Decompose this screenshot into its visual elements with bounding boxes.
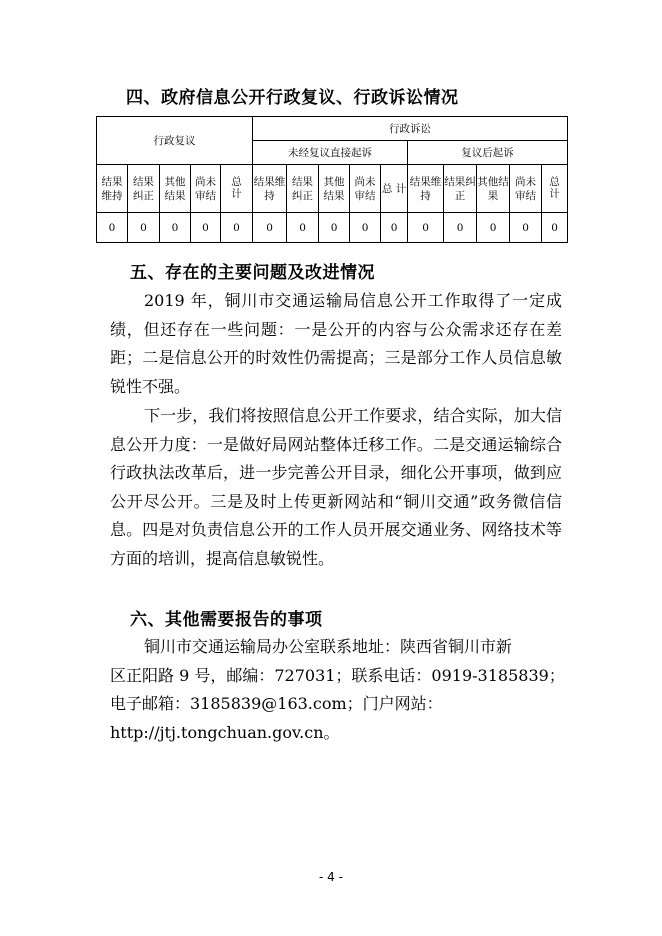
col-review-other: 其他结果 <box>160 165 191 213</box>
col-review-pending: 尚未审结 <box>191 165 221 213</box>
col-direct-other: 其他结果 <box>319 165 350 213</box>
cell-after-sustained: 0 <box>408 213 444 243</box>
contact-address-line <box>110 633 562 662</box>
cell-review-other: 0 <box>160 213 191 243</box>
cell-direct-corrected: 0 <box>287 213 319 243</box>
cell-after-total: 0 <box>542 213 568 243</box>
header-administrative-review: 行政复议 <box>97 117 253 165</box>
page-number: - 4 - <box>319 870 343 884</box>
col-review-total-label: 总计 <box>231 176 242 200</box>
cell-direct-pending: 0 <box>350 213 381 243</box>
header-direct-litigation: 未经复议直接起诉 <box>253 141 408 165</box>
contact-postcode-phone: 区正阳路 9 号，邮编：727031；联系电话：0919-3185839； <box>110 665 565 685</box>
col-after-total <box>542 165 568 213</box>
col-review-sustained: 结果维持 <box>97 165 128 213</box>
paragraph-problems <box>110 287 562 401</box>
cell-review-sustained: 0 <box>97 213 128 243</box>
table-row <box>97 213 568 243</box>
cell-review-pending: 0 <box>191 213 221 243</box>
col-after-pending: 尚未审结 <box>510 165 542 213</box>
cell-direct-sustained: 0 <box>253 213 287 243</box>
contact-website: http://jtj.tongchuan.gov.cn。 <box>110 722 340 742</box>
contact-info <box>110 633 565 747</box>
col-after-corrected: 结果纠正 <box>444 165 477 213</box>
cell-direct-other: 0 <box>319 213 350 243</box>
header-administrative-litigation: 行政诉讼 <box>253 117 568 141</box>
cell-direct-total: 0 <box>381 213 408 243</box>
cell-review-total: 0 <box>221 213 253 243</box>
header-litigation-after-review: 复议后起诉 <box>408 141 568 165</box>
col-after-total-label: 总计 <box>549 176 560 200</box>
col-direct-total: 总 计 <box>381 165 408 213</box>
section-4-title: 四、政府信息公开行政复议、行政诉讼情况 <box>126 88 459 108</box>
cell-after-pending: 0 <box>510 213 542 243</box>
contact-email: 电子邮箱：3185839@163.com；门户网站： <box>110 694 443 713</box>
col-review-corrected: 结果纠正 <box>128 165 160 213</box>
review-litigation-table <box>96 116 568 243</box>
col-after-other: 其他结果 <box>477 165 510 213</box>
section-6-title: 六、其他需要报告的事项 <box>130 610 323 630</box>
cell-after-other: 0 <box>477 213 510 243</box>
col-review-total <box>221 165 253 213</box>
col-direct-pending: 尚未审结 <box>350 165 381 213</box>
paragraph-problems-text: 2019 年，铜川市交通运输局信息公开工作取得了一定成绩，但还存在一些问题：一是公开的内容与公众需求还存在差距；二是信息公开的时效性仍需提高；三是部分工作人员信息敏锐性不强。 <box>110 291 562 396</box>
paragraph-improvements <box>110 402 562 573</box>
cell-after-corrected: 0 <box>444 213 477 243</box>
col-direct-sustained: 结果维持 <box>253 165 287 213</box>
contact-address-text: 铜川市交通运输局办公室联系地址：陕西省铜川市新 <box>144 637 513 656</box>
col-after-sustained: 结果维持 <box>408 165 444 213</box>
section-5-title: 五、存在的主要问题及改进情况 <box>130 263 375 283</box>
paragraph-improvements-text: 下一步，我们将按照信息公开工作要求，结合实际，加大信息公开力度：一是做好局网站整体迁移工作。二是交通运输综合行政执法改革后，进一步完善公开目录，细化公开事项，做到应公开尽公开。三是及时上传更新网站和“铜川交通”政务微信信息。四是对负责信息公开的工作人员开展交通业务、网络技术等方面的培训，提高信息敏锐性。 <box>110 406 562 568</box>
col-direct-corrected: 结果纠正 <box>287 165 319 213</box>
cell-review-corrected: 0 <box>128 213 160 243</box>
